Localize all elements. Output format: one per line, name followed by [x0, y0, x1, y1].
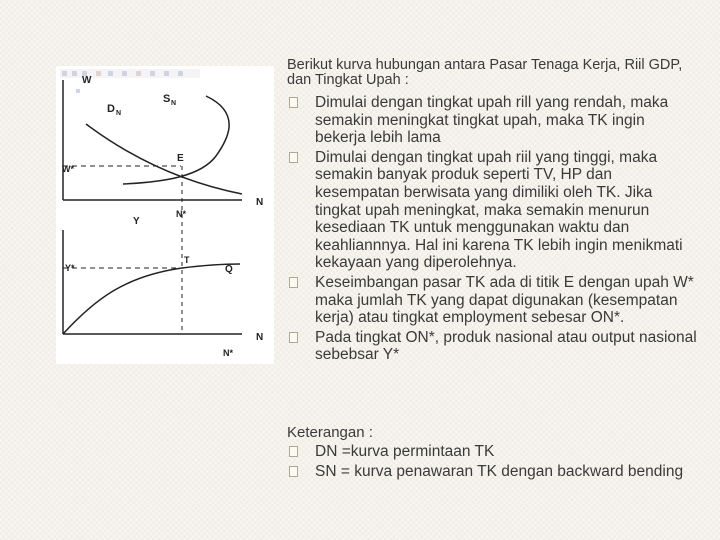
- w-axis-label: W: [82, 75, 92, 86]
- bullet-text: Keseimbangan pasar TK ada di titik E dengan upah W* maka jumlah TK yang dapat digunakan (kesempatan kerja) atau tingkat employment sebesar ON*.: [315, 273, 694, 327]
- t-label: T: [184, 255, 190, 265]
- y-star-label: Y*: [65, 263, 75, 273]
- legend-text: SN = kurva penawaran TK dengan backward bending: [315, 462, 684, 480]
- labor-market-figure: [56, 66, 274, 364]
- bullet-text: Pada tingkat ON*, produk nasional atau output nasional sebebsar Y*: [315, 328, 697, 364]
- n-upper-axis-label: N: [256, 197, 264, 208]
- w-star-label: W*: [62, 164, 74, 174]
- labor-supply-curve: [123, 96, 229, 184]
- bullet-square-icon: [289, 277, 298, 288]
- legend-item: [287, 443, 697, 461]
- bullet-square-icon: [289, 466, 298, 477]
- labor-demand-curve: [86, 124, 242, 194]
- sn-label-sub: N: [171, 100, 177, 107]
- dn-label-sub: N: [116, 110, 122, 117]
- q-label: Q: [225, 264, 233, 275]
- legend-bullets: [287, 443, 697, 480]
- bullet-item: [287, 274, 697, 327]
- n-star-bottom-label: N*: [223, 348, 234, 358]
- n-star-mid-label: N*: [176, 209, 187, 219]
- n-lower-axis-label: N: [256, 332, 264, 343]
- dn-label: D: [107, 103, 115, 115]
- bullet-text: Dimulai dengan tingkat upah riil yang tinggi, maka semakin banyak produk seperti TV, HP dan kesempatan berwisata yang dimiliki oleh TK. Jika tingkat upah meningkat, maka semakin menurun kesediaan TK untuk menggunakan waktu dan keahliannnya. Hal ini karena TK lebih ingin menikmati kekayaan yang diperolehnya.: [315, 148, 683, 272]
- intro-paragraph: Berikut kurva hubungan antara Pasar Tenaga Kerja, Riil GDP, dan Tingkat Upah :: [287, 57, 683, 88]
- legend-item: [287, 463, 697, 481]
- bullet-square-icon: [289, 446, 298, 457]
- explanation-text: [287, 58, 697, 366]
- sn-label: S: [163, 93, 171, 105]
- bullet-item: [287, 94, 697, 147]
- production-curve: [63, 264, 240, 334]
- bullet-square-icon: [289, 97, 298, 108]
- bullet-square-icon: [289, 332, 298, 343]
- legend-heading: Keterangan :: [287, 424, 373, 441]
- bullet-item: [287, 149, 697, 272]
- equilibrium-e-label: E: [177, 153, 184, 164]
- explanation-bullets: [287, 94, 697, 364]
- legend-text: DN =kurva permintaan TK: [315, 443, 495, 460]
- bullet-square-icon: [289, 152, 298, 163]
- bullet-item: [287, 329, 697, 364]
- y-letter-label: Y: [133, 216, 140, 227]
- bullet-text: Dimulai dengan tingkat upah rill yang rendah, maka semakin meningkat tingkat upah, maka TK ingin bekerja lebih lama: [315, 94, 669, 147]
- labor-market-diagram: [56, 66, 274, 364]
- legend-section: [287, 424, 697, 482]
- toolbar-remnant: [60, 69, 200, 93]
